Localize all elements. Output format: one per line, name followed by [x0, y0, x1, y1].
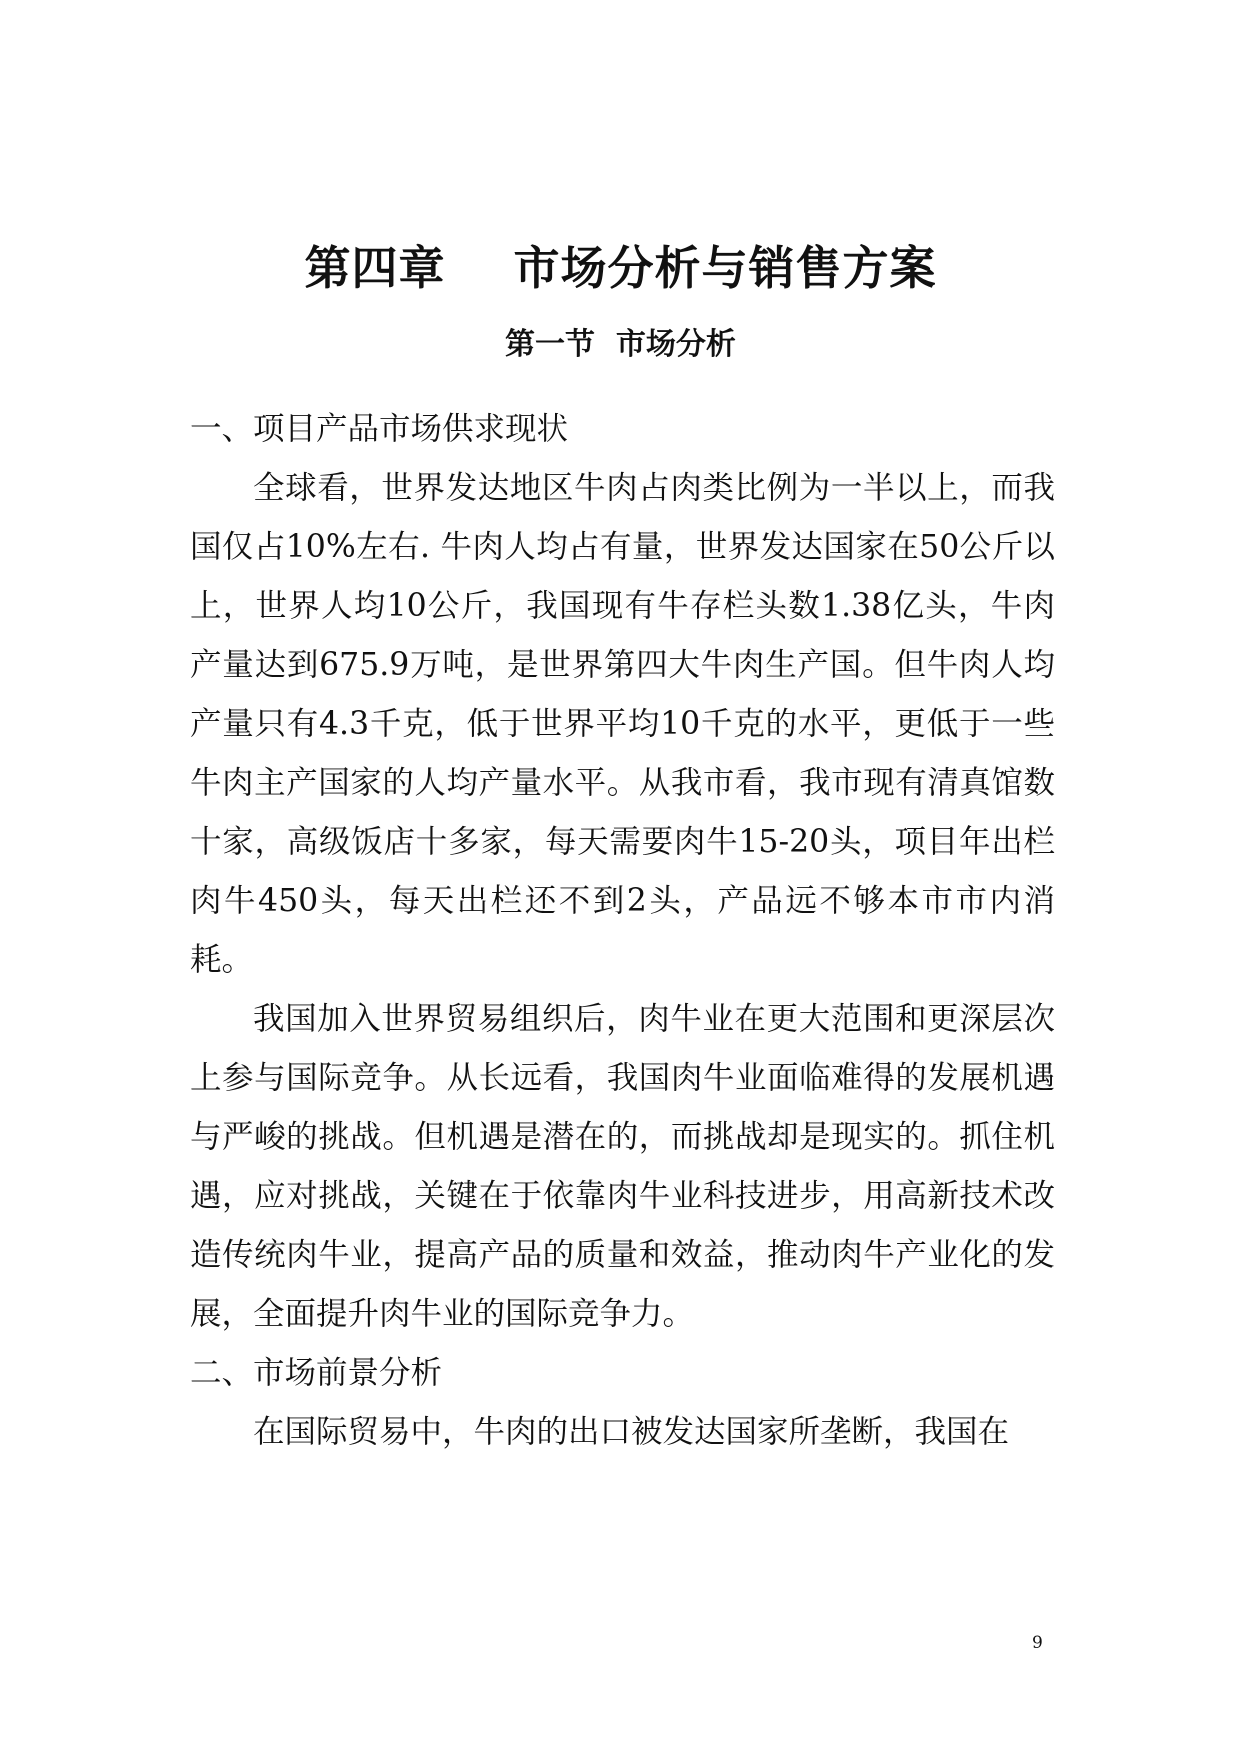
- paragraph-wto-competition: 我国加入世界贸易组织后，肉牛业在更大范围和更深层次上参与国际竞争。从长远看，我国肉牛业面临难得的发展机遇与严峻的挑战。但机遇是潜在的，而挑战却是现实的。抓住机遇，应对挑战，关键在于依靠肉牛业科技进步，用高新技术改造传统肉牛业，提高产品的质量和效益，推动肉牛产业化的发展，全面提升肉牛业的国际竞争力。: [190, 1001, 1055, 1332]
- chapter-title: 第四章 市场分析与销售方案: [304, 241, 937, 295]
- paragraph-international-trade: 在国际贸易中，牛肉的出口被发达国家所垄断，我国在: [253, 1414, 1010, 1450]
- document-body: [190, 400, 1055, 1462]
- heading-market-outlook: 二、市场前景分析: [190, 1355, 443, 1391]
- paragraph-global-beef: 全球看，世界发达地区牛肉占肉类比例为一半以上，而我国仅占10%左右. 牛肉人均占有量，世界发达国家在50公斤以上，世界人均10公斤，我国现有牛存栏头数1.38亿头，牛肉产量达到675.9万吨，是世界第四大牛肉生产国。但牛肉人均产量只有4.3千克，低于世界平均10千克的水平，更低于一些牛肉主产国家的人均产量水平。从我市看，我市现有清真馆数十家，高级饭店十多家，每天需要肉牛15-20头，项目年出栏肉牛450头，每天出栏还不到2头，产品远不够本市市内消耗。: [190, 470, 1055, 978]
- heading-supply-demand: 一、项目产品市场供求现状: [190, 411, 569, 447]
- page-number: 9: [1032, 1633, 1043, 1653]
- section-title: 第一节 市场分析: [505, 327, 736, 362]
